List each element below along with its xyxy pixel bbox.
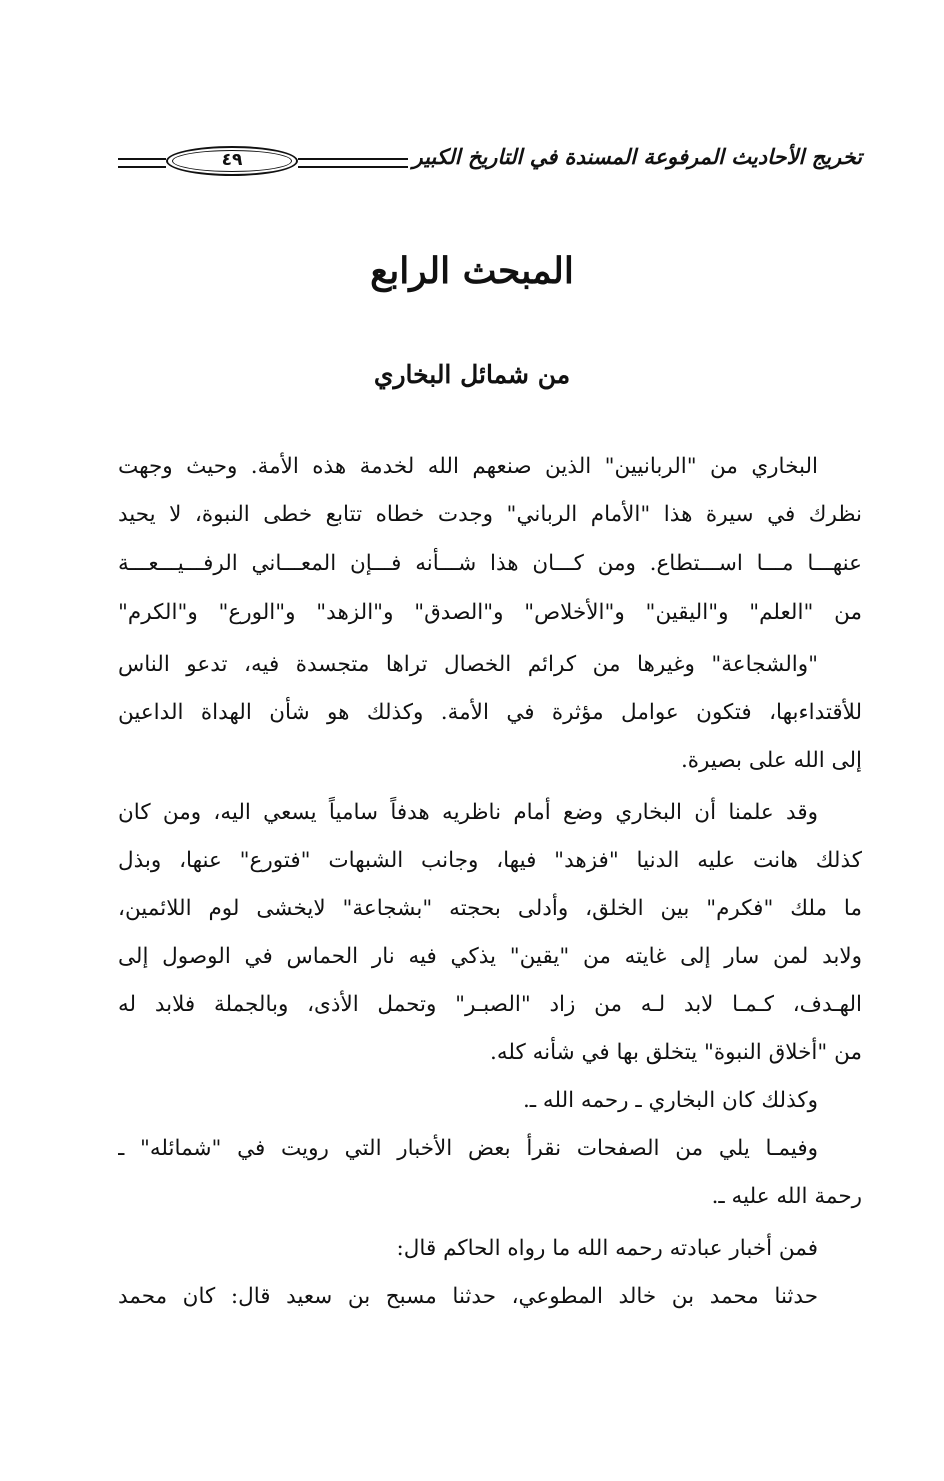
body-line: "والشجاعة" وغيرها من كرائم الخصال تراها متجسدة فيه، تدعو الناس: [118, 652, 818, 677]
body-line: ما ملك "فكرم" بين الخلق، وأدلى بحجته "بشجاعة" لايخشى لوم اللائمين،: [118, 896, 862, 921]
body-line: الهـدف، كـمـا لابد لـه من زاد "الصبـر" وتحمل الأذى، وبالجملة فلابد له: [118, 992, 862, 1017]
body-line: كذلك هانت عليه الدنيا "فزهد" فيها، وجانب الشبهات "فتورع" عنها، وبذل: [118, 848, 862, 873]
body-line: عنهـــا مـــا اســـتطاع. ومن كـــان هذا شـــأنه فـــإن المعـــاني الرفـــيـــعـــة: [118, 551, 862, 576]
body-line: وفيمـا يلي من الصفحات نقرأ بعض الأخبار التي رويت في "شمائله" ـ: [118, 1136, 818, 1161]
chapter-title: المبحث الرابع: [370, 250, 574, 292]
body-line: من "العلم" و"اليقين" و"الأخلاص" و"الصدق" و"الزهد" و"الورع" و"الكرم": [118, 600, 862, 625]
header-rule-right: [298, 158, 408, 168]
body-line: البخاري من "الربانيين" الذين صنعهم الله لخدمة هذه الأمة. وحيث وجهت: [118, 454, 818, 479]
book-title: تخريج الأحاديث المرفوعة المسندة في التاريخ الكبير: [412, 144, 862, 169]
body-line: للأقتداءبها، فتكون عوامل مؤثرة في الأمة. وكذلك هو شأن الهداة الداعين: [118, 700, 862, 725]
running-header: [118, 138, 862, 188]
body-line: رحمة الله عليه ـ.: [711, 1184, 862, 1209]
page-number-ornament: [166, 146, 298, 176]
page-number: ٤٩: [221, 150, 243, 170]
body-line: إلى الله على بصيرة.: [680, 748, 862, 773]
body-line: حدثنا محمد بن خالد المطوعي، حدثنا مسبح بن سعيد قال: كان محمد: [118, 1284, 818, 1309]
section-title: من شمائل البخاري: [373, 360, 571, 389]
body-line: وكذلك كان البخاري ـ رحمه الله ـ.: [522, 1088, 818, 1113]
header-rule-left: [118, 158, 166, 168]
body-line: نظرك في سيرة هذا "الأمام الرباني" وجدت خطاه تتابع خطى النبوة، لا يحيد: [118, 502, 862, 527]
body-line: فمن أخبار عبادته رحمه الله ما رواه الحاكم قال:: [396, 1236, 818, 1261]
body-line: من "أخلاق النبوة" يتخلق بها في شأنه كله.: [490, 1040, 862, 1065]
body-line: ولابد لمن سار إلى غايته من "يقين" يذكي فيه نار الحماس في الوصول إلى: [118, 944, 862, 969]
body-line: وقد علمنا أن البخاري وضع أمام ناظريه هدفاً سامياً يسعي اليه، ومن كان: [118, 800, 818, 825]
